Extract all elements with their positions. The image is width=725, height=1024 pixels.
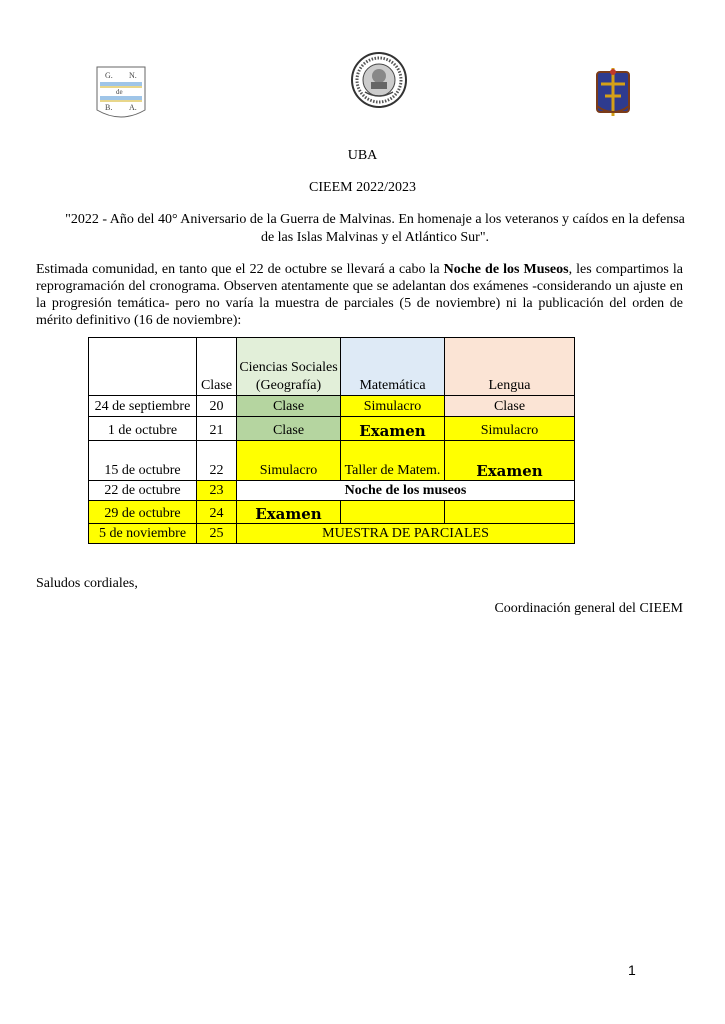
logo-letter-g: G.	[105, 71, 113, 80]
logo-letter-a: A.	[129, 103, 137, 112]
table-row	[89, 524, 575, 544]
row-sociales: Clase	[237, 396, 341, 417]
closing-greeting: Saludos cordiales,	[36, 576, 138, 591]
logo-letter-n: N.	[129, 71, 137, 80]
header-uba: UBA	[347, 148, 378, 163]
row-date: 15 de octubre	[89, 441, 197, 481]
table-row	[89, 396, 575, 417]
row-date: 5 de noviembre	[89, 524, 197, 544]
logo-letter-de: de	[116, 88, 123, 96]
header-cieem: CIEEM 2022/2023	[309, 180, 416, 195]
schedule-table	[88, 337, 575, 544]
row-sociales: Clase	[237, 417, 341, 441]
header-date	[89, 338, 197, 396]
row-clase: 22	[197, 441, 237, 481]
page-number: 1	[628, 962, 636, 978]
school-shield-logo	[96, 66, 146, 120]
row-merged-muestra: MUESTRA DE PARCIALES	[237, 524, 575, 544]
row-lengua: Examen	[445, 441, 575, 481]
header-lengua: Lengua	[445, 338, 575, 396]
table-header-row	[89, 338, 575, 396]
header-motto: "2022 - Año del 40° Aniversario de la Guerra de Malvinas. En homenaje a los veteranos y caídos en la defensa de las Islas Malvinas y el Atlántico Sur".	[65, 212, 685, 245]
row-lengua	[445, 501, 575, 524]
institution-crest-logo	[594, 66, 632, 118]
row-clase: 23	[197, 481, 237, 501]
intro-text-1: Estimada comunidad, en tanto que el 22 de octubre se llevará a cabo la	[36, 262, 444, 277]
row-sociales: Simulacro	[237, 441, 341, 481]
row-clase: 20	[197, 396, 237, 417]
row-date: 1 de octubre	[89, 417, 197, 441]
row-matematica: Simulacro	[341, 396, 445, 417]
header-clase: Clase	[197, 338, 237, 396]
table-row	[89, 501, 575, 524]
row-sociales: Examen	[237, 501, 341, 524]
table-row	[89, 481, 575, 501]
intro-text-2: , les compartimos la reprogramación del cronograma. Observen atentamente que se adelantan dos exámenes -considerando un ajuste en la progresión temática- pero no varía la muestra de parciales (5 de noviembre) ni la publicación del orden de mérito definitivo (16 de noviembre):	[36, 262, 683, 328]
row-clase: 24	[197, 501, 237, 524]
row-date: 29 de octubre	[89, 501, 197, 524]
closing-signature: Coordinación general del CIEEM	[494, 601, 683, 616]
row-clase: 25	[197, 524, 237, 544]
intro-paragraph	[36, 261, 683, 329]
university-seal-logo	[351, 52, 407, 108]
row-lengua: Simulacro	[445, 417, 575, 441]
intro-bold-museos: Noche de los Museos	[443, 262, 569, 277]
row-merged-noche-museos: Noche de los museos	[237, 481, 575, 501]
header-sociales: Ciencias Sociales (Geografía)	[237, 338, 341, 396]
row-date: 24 de septiembre	[89, 396, 197, 417]
row-matematica: Examen	[341, 417, 445, 441]
table-row	[89, 441, 575, 481]
logo-letter-b: B.	[105, 103, 113, 112]
row-matematica: Taller de Matem.	[341, 441, 445, 481]
row-lengua: Clase	[445, 396, 575, 417]
row-date: 22 de octubre	[89, 481, 197, 501]
header-matematica: Matemática	[341, 338, 445, 396]
row-matematica	[341, 501, 445, 524]
row-clase: 21	[197, 417, 237, 441]
table-row	[89, 417, 575, 441]
